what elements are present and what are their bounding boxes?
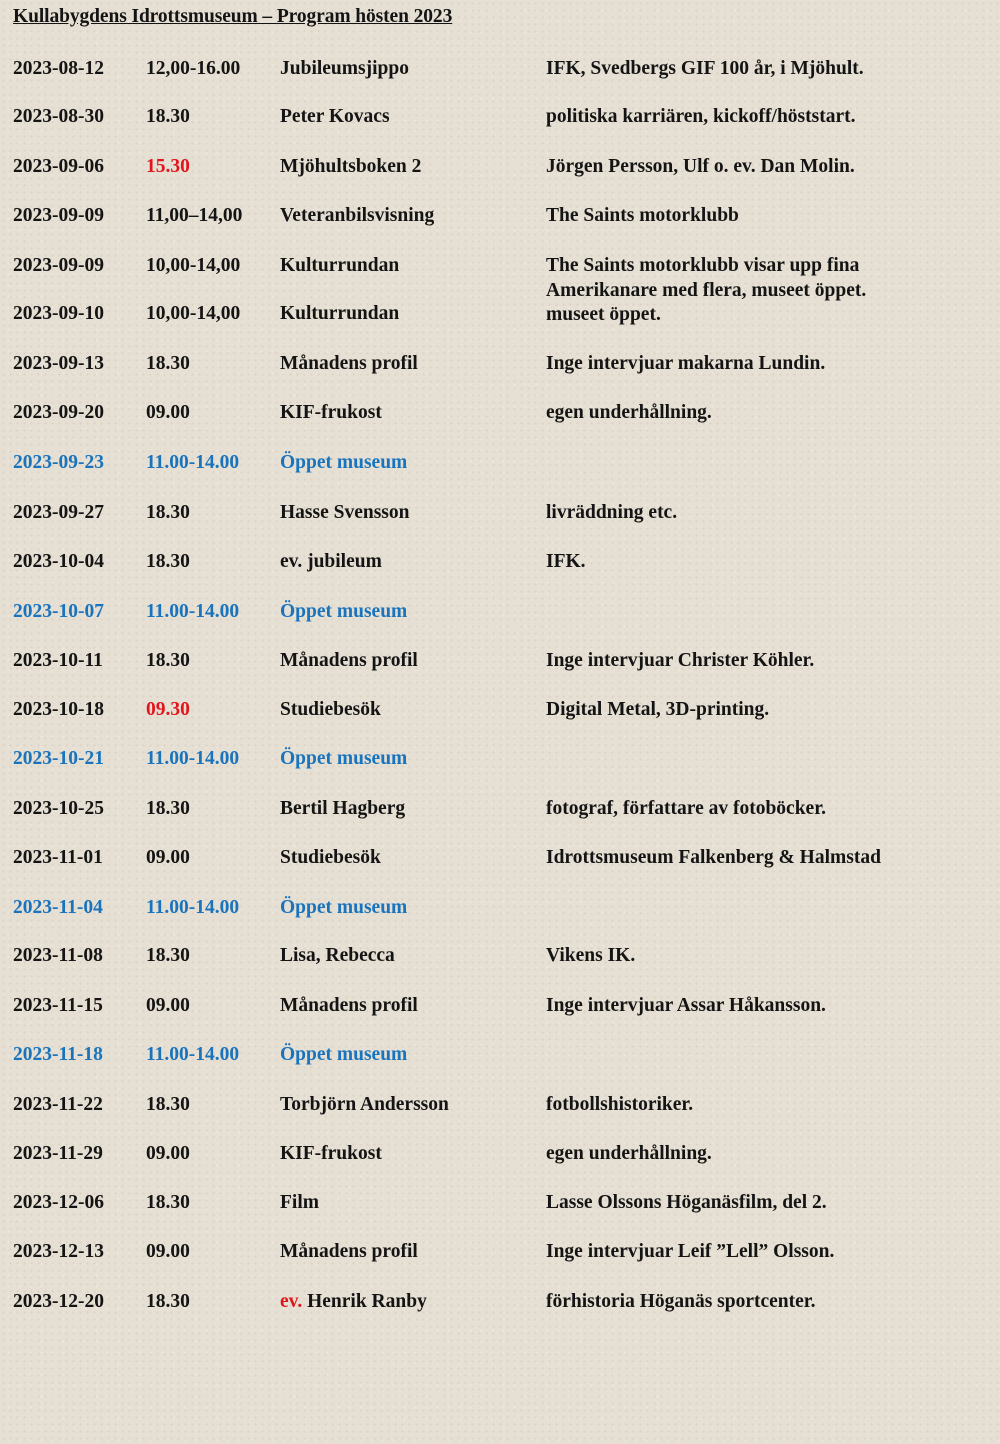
description-line: The Saints motorklubb visar upp fina [546, 255, 860, 276]
event-date: 2023-11-04 [13, 897, 103, 918]
event-time: 11.00-14.00 [146, 897, 240, 918]
event-date: 2023-12-13 [13, 1241, 104, 1262]
event-title: ev. jubileum [280, 551, 382, 572]
event-time: 18.30 [146, 353, 190, 374]
event-row [0, 846, 1000, 872]
title-prefix: ev. [280, 1291, 303, 1312]
event-title: Månadens profil [280, 995, 418, 1016]
event-desc: Jörgen Persson, Ulf o. ev. Dan Molin. [546, 156, 855, 177]
event-time: 18.30 [146, 650, 190, 671]
event-row [0, 994, 1000, 1020]
event-time: 09.00 [146, 402, 190, 423]
event-time: 15.30 [146, 156, 190, 177]
event-date: 2023-11-18 [13, 1044, 103, 1065]
title-text: Henrik Ranby [307, 1291, 427, 1312]
event-row [0, 1142, 1000, 1168]
event-desc: livräddning etc. [546, 502, 678, 523]
event-date: 2023-09-09 [13, 255, 104, 276]
event-time: 18.30 [146, 1192, 190, 1213]
event-row [0, 501, 1000, 527]
event-date: 2023-11-08 [13, 945, 103, 966]
event-time: 10,00-14,00 [146, 255, 241, 276]
event-title: Öppet museum [280, 452, 408, 473]
event-desc: egen underhållning. [546, 402, 712, 423]
event-date: 2023-10-07 [13, 601, 104, 622]
kulturrundan-description [546, 254, 866, 328]
event-desc: politiska karriären, kickoff/höststart. [546, 106, 856, 127]
event-row [0, 155, 1000, 181]
event-title: Kulturrundan [280, 303, 400, 324]
event-date: 2023-10-18 [13, 699, 104, 720]
event-date: 2023-09-20 [13, 402, 104, 423]
event-row-open-museum [0, 747, 1000, 773]
event-desc: Inge intervjuar Christer Köhler. [546, 650, 815, 671]
event-time: 18.30 [146, 945, 190, 966]
event-title: Film [280, 1192, 319, 1213]
event-desc: egen underhållning. [546, 1143, 712, 1164]
event-time: 11.00-14.00 [146, 748, 240, 769]
page-title: Kullabygdens Idrottsmuseum – Program hösten 2023 [13, 6, 453, 27]
event-time: 18.30 [146, 502, 190, 523]
event-title: Bertil Hagberg [280, 798, 406, 819]
event-title: Hasse Svensson [280, 502, 410, 523]
event-title: Kulturrundan [280, 255, 400, 276]
event-row [0, 105, 1000, 131]
event-title: KIF-frukost [280, 402, 382, 423]
event-time: 18.30 [146, 798, 190, 819]
event-title: Peter Kovacs [280, 106, 390, 127]
event-row-open-museum [0, 600, 1000, 626]
event-title: Öppet museum [280, 601, 408, 622]
event-date: 2023-10-25 [13, 798, 104, 819]
event-date: 2023-10-04 [13, 551, 104, 572]
event-desc: IFK. [546, 551, 586, 572]
event-desc: Inge intervjuar Assar Håkansson. [546, 995, 826, 1016]
event-title: Jubileumsjippo [280, 58, 409, 79]
event-desc: IFK, Svedbergs GIF 100 år, i Mjöhult. [546, 58, 864, 79]
event-desc: Lasse Olssons Höganäsfilm, del 2. [546, 1192, 827, 1213]
event-title: Mjöhultsboken 2 [280, 156, 422, 177]
event-row [0, 1240, 1000, 1266]
event-time: 18.30 [146, 551, 190, 572]
event-row [0, 550, 1000, 576]
event-row [0, 57, 1000, 83]
event-date: 2023-11-15 [13, 995, 103, 1016]
event-row [0, 797, 1000, 823]
event-title: Öppet museum [280, 1044, 408, 1065]
event-desc: förhistoria Höganäs sportcenter. [546, 1291, 816, 1312]
event-time: 09.00 [146, 847, 190, 868]
event-row-open-museum [0, 1043, 1000, 1069]
event-date: 2023-11-01 [13, 847, 103, 868]
description-line: museet öppet. [546, 304, 661, 325]
event-desc: Idrottsmuseum Falkenberg & Halmstad [546, 847, 881, 868]
event-date: 2023-08-12 [13, 58, 104, 79]
event-date: 2023-10-11 [13, 650, 103, 671]
event-row [0, 1093, 1000, 1119]
event-desc: Vikens IK. [546, 945, 636, 966]
event-time: 09.00 [146, 1241, 190, 1262]
event-desc: fotograf, författare av fotoböcker. [546, 798, 826, 819]
event-time: 12,00-16.00 [146, 58, 241, 79]
event-date: 2023-11-22 [13, 1094, 103, 1115]
event-desc: The Saints motorklubb [546, 205, 739, 226]
event-time: 09.00 [146, 995, 190, 1016]
event-date: 2023-10-21 [13, 748, 104, 769]
event-date: 2023-09-27 [13, 502, 104, 523]
event-time: 11.00-14.00 [146, 452, 240, 473]
event-row [0, 649, 1000, 675]
event-time: 09.00 [146, 1143, 190, 1164]
event-row [0, 1290, 1000, 1316]
event-title: KIF-frukost [280, 1143, 382, 1164]
event-title: Månadens profil [280, 650, 418, 671]
event-time: 11,00–14,00 [146, 205, 243, 226]
event-time: 18.30 [146, 1291, 190, 1312]
event-title: Öppet museum [280, 897, 408, 918]
event-date: 2023-11-29 [13, 1143, 103, 1164]
event-row [0, 204, 1000, 230]
event-desc: Digital Metal, 3D-printing. [546, 699, 770, 720]
event-title: Veteranbilsvisning [280, 205, 435, 226]
event-time: 11.00-14.00 [146, 1044, 240, 1065]
event-time: 18.30 [146, 1094, 190, 1115]
event-row [0, 1191, 1000, 1217]
event-row [0, 352, 1000, 378]
event-desc: Inge intervjuar makarna Lundin. [546, 353, 826, 374]
event-date: 2023-12-20 [13, 1291, 104, 1312]
event-date: 2023-09-13 [13, 353, 104, 374]
event-date: 2023-09-10 [13, 303, 104, 324]
event-title [280, 1290, 427, 1314]
event-time: 11.00-14.00 [146, 601, 240, 622]
event-title: Öppet museum [280, 748, 408, 769]
event-desc: Inge intervjuar Leif ”Lell” Olsson. [546, 1241, 835, 1262]
event-time: 09.30 [146, 699, 190, 720]
event-desc: fotbollshistoriker. [546, 1094, 694, 1115]
event-date: 2023-09-06 [13, 156, 104, 177]
event-time: 10,00-14,00 [146, 303, 241, 324]
event-title: Torbjörn Andersson [280, 1094, 449, 1115]
event-row [0, 698, 1000, 724]
event-row [0, 401, 1000, 427]
event-title: Lisa, Rebecca [280, 945, 395, 966]
event-title: Studiebesök [280, 847, 381, 868]
event-time: 18.30 [146, 106, 190, 127]
event-date: 2023-08-30 [13, 106, 104, 127]
event-date: 2023-12-06 [13, 1192, 104, 1213]
event-row-open-museum [0, 896, 1000, 922]
event-date: 2023-09-23 [13, 452, 104, 473]
event-title: Månadens profil [280, 1241, 418, 1262]
event-title: Studiebesök [280, 699, 381, 720]
event-date: 2023-09-09 [13, 205, 104, 226]
event-title: Månadens profil [280, 353, 418, 374]
event-row-open-museum [0, 451, 1000, 477]
event-row [0, 944, 1000, 970]
description-line: Amerikanare med flera, museet öppet. [546, 279, 867, 301]
